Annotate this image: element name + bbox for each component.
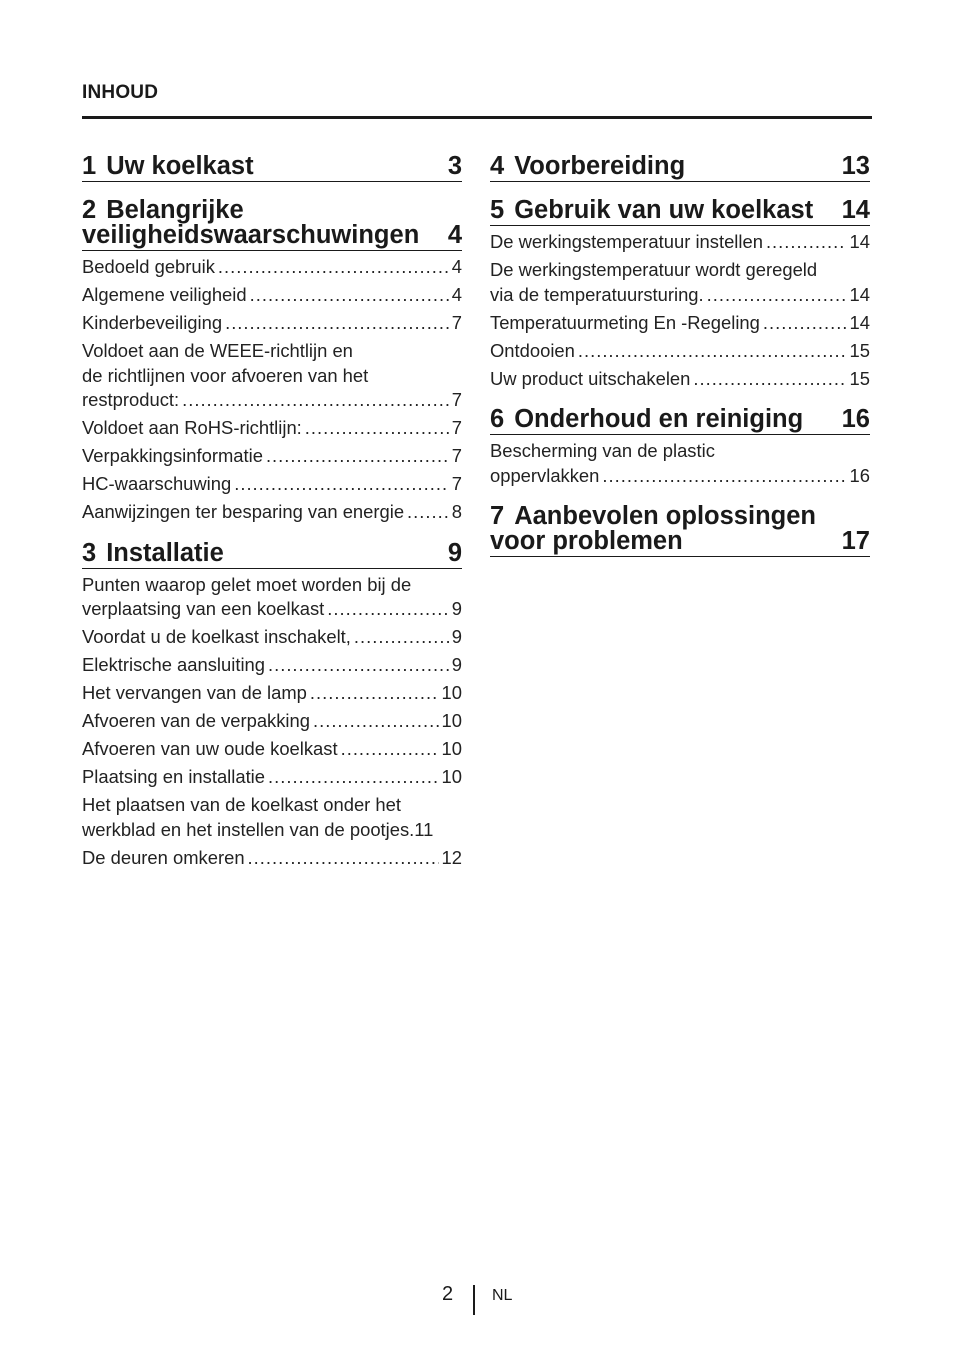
toc-chapter [490,504,870,557]
entry-text-line: Het plaatsen van de koelkast onder het [82,794,401,815]
chapter-title-text: Voorbereiding [514,152,686,180]
chapter-page-number: 13 [841,152,870,180]
entry-last-line [82,625,462,650]
entry-page-number: 10 [441,738,462,759]
toc-entry[interactable] [82,416,462,441]
entry-page-number: 8 [451,501,462,522]
entry-last-line [490,464,870,489]
chapter-title-text: voor problemen [490,527,683,555]
entry-last-line [82,444,462,469]
entry-last-line [82,737,462,762]
language-code: NL [492,1287,513,1304]
chapter-number: 2 [82,196,97,224]
entry-text: De werkingstemperatuur instellen [490,231,763,252]
chapter-heading[interactable] [490,407,870,435]
entry-text: Temperatuurmeting En -Regeling [490,311,760,333]
chapter-heading[interactable] [490,198,870,226]
chapter-title-text: Belangrijke [106,196,244,224]
entry-text: verplaatsing van een koelkast [82,598,325,619]
entry-page-number: 14 [849,283,870,305]
dot-leader [763,311,847,336]
entry-text: Elektrische aansluiting [82,654,265,675]
entry-last-line [82,846,462,871]
dot-leader [578,339,847,364]
toc-entry[interactable] [82,283,462,308]
toc-entry[interactable] [82,339,462,413]
toc-entry[interactable] [82,255,462,280]
toc-entry[interactable] [82,737,462,762]
entry-text: Het vervangen van de lamp [82,682,307,703]
chapter-heading[interactable] [490,504,870,557]
dot-leader [313,709,439,734]
toc-chapter [490,198,870,391]
chapter-title-text: Installatie [106,538,224,567]
toc-entry[interactable] [490,230,870,255]
dot-leader [268,765,439,790]
entry-last-line [490,283,870,308]
dot-leader [407,500,449,525]
entry-page-number: 7 [451,389,462,410]
dot-leader [766,230,847,255]
toc-entry[interactable] [490,339,870,364]
entry-last-line [82,709,462,734]
dot-leader [248,846,439,871]
entry-page-number: 4 [451,256,462,277]
entry-page-number: 10 [441,710,462,731]
dot-leader [327,597,448,622]
chapter-title [490,198,836,223]
toc-chapter [490,154,870,182]
chapter-number: 4 [490,152,505,180]
entry-text-line: Bescherming van de plastic [490,440,715,461]
entry-text: Bedoeld gebruik [82,256,215,277]
toc-entry[interactable] [82,500,462,525]
dot-leader [266,444,449,469]
toc-entry[interactable] [490,258,870,307]
entry-text: Plaatsing en installatie [82,766,265,787]
toc-entry[interactable] [82,653,462,678]
chapter-title [82,538,442,567]
entry-text-line: de richtlijnen voor afvoeren van het [82,364,369,386]
entry-page-number: 12 [441,846,462,868]
chapter-heading[interactable] [490,154,870,182]
toc-entry[interactable] [82,625,462,650]
entry-page-number: 7 [451,417,462,438]
chapter-page-number: 17 [841,527,870,555]
dot-leader [341,737,439,762]
entry-text: Aanwijzingen ter besparing van energie [82,501,405,522]
entry-text: Voldoet aan RoHS-richtlijn: [82,417,302,438]
entry-last-line [490,367,870,392]
chapter-number: 5 [490,196,505,224]
toc-entry[interactable] [82,846,462,871]
chapter-number: 7 [490,502,505,530]
entry-page-number: 9 [451,598,462,619]
entry-last-line [82,311,462,336]
toc-entry[interactable] [490,439,870,488]
toc-entry[interactable] [490,367,870,392]
chapter-page-number: 4 [447,221,462,249]
toc-entry[interactable] [82,311,462,336]
dot-leader [602,464,846,489]
chapter-page-number: 3 [447,152,462,180]
chapter-title [490,154,836,179]
chapter-title-text: Uw koelkast [106,152,254,180]
chapter-title-text: Gebruik van uw koelkast [514,196,814,224]
entry-text-line: Punten waarop gelet moet worden bij de [82,573,412,595]
toc-chapter [82,538,462,871]
dot-leader [218,255,449,280]
chapter-page-number: 14 [841,196,870,224]
chapter-title-line [82,223,442,248]
toc-header: INHOUD [82,82,159,103]
chapter-heading[interactable] [82,198,462,251]
toc-entry[interactable] [490,311,870,336]
chapter-title [82,198,442,248]
toc-entry[interactable] [82,681,462,706]
chapter-title [490,407,836,432]
entry-last-line [82,681,462,706]
dot-leader [234,472,449,497]
entry-text: via de temperatuursturing. [490,283,704,305]
entry-text: werkblad en het instellen van de pootjes. [82,818,415,840]
entry-text: Verpakkingsinformatie [82,445,263,466]
entry-page-number: 16 [849,464,870,486]
chapter-number: 6 [490,405,505,433]
toc-entry[interactable] [82,472,462,497]
chapter-title-text: veiligheidswaarschuwingen [82,221,420,249]
entry-text-line: De werkingstemperatuur wordt geregeld [490,259,818,280]
chapter-page-number: 9 [447,538,462,567]
toc-entry[interactable] [82,573,462,622]
entry-text: HC-waarschuwing [82,473,232,494]
chapter-page-number: 16 [841,405,870,433]
chapter-title-line [490,504,836,529]
toc-chapter [82,154,462,182]
entry-page-number: 9 [451,626,462,647]
dot-leader [354,625,449,650]
entry-last-line [82,283,462,308]
chapter-title [490,504,836,554]
entry-last-line [490,230,870,255]
chapter-title-text: Onderhoud en reiniging [514,405,804,433]
chapter-title-line [490,154,836,179]
toc-chapter [82,198,462,525]
chapter-title-line [82,198,442,223]
toc-entry[interactable] [82,444,462,469]
toc-entry[interactable] [82,709,462,734]
entry-text-line: Voldoet aan de WEEE-richtlijn en [82,340,353,361]
chapter-heading[interactable] [82,538,462,569]
entry-last-line [490,339,870,364]
entry-text: Uw product uitschakelen [490,367,691,389]
footer-divider [473,1285,475,1315]
entry-last-line [490,311,870,336]
entry-text: restproduct: [82,389,180,410]
header-divider [82,116,872,119]
entry-page-number: 10 [441,682,462,703]
chapter-title-line [490,407,836,432]
chapter-title-text: Aanbevolen oplossingen [514,502,816,530]
chapter-title-line [82,538,442,567]
entry-last-line [82,818,462,843]
dot-leader [707,283,847,308]
entry-last-line [82,472,462,497]
entry-text: Afvoeren van de verpakking [82,710,310,731]
entry-page-number: 14 [849,311,870,333]
entry-last-line [82,416,462,441]
entry-last-line [82,500,462,525]
entry-last-line [82,653,462,678]
entry-text: Ontdooien [490,339,575,361]
dot-leader [305,416,449,441]
entry-last-line [82,255,462,280]
dot-leader [310,681,439,706]
entry-text: Voordat u de koelkast inschakelt, [82,626,351,647]
entry-page-number: 7 [451,445,462,466]
entry-last-line [82,597,462,622]
entry-text: De deuren omkeren [82,846,245,868]
entry-page-number: 7 [451,312,462,333]
entry-text: Afvoeren van uw oude koelkast [82,738,338,759]
entry-page-number: 10 [441,766,462,787]
chapter-title-line [490,198,836,223]
toc-entry[interactable] [82,793,462,842]
dot-leader [268,653,449,678]
entry-page-number: 7 [451,473,462,494]
entry-text: oppervlakken [490,464,600,486]
entry-text: Algemene veiligheid [82,284,247,305]
dot-leader [693,367,846,392]
chapter-number: 1 [82,152,97,180]
entry-last-line [82,388,462,413]
toc-column-right [490,154,870,573]
entry-page-number: 9 [451,654,462,675]
dot-leader [225,311,449,336]
dot-leader [250,283,449,308]
entry-page-number: 4 [451,284,462,305]
page-number: 2 [442,1283,454,1305]
chapter-title [82,154,442,179]
chapter-title-line [490,529,836,554]
entry-text: Kinderbeveiliging [82,312,223,333]
entry-page-number: 11 [414,818,434,840]
chapter-number: 3 [82,538,97,567]
entry-last-line [82,765,462,790]
dot-leader [182,388,449,413]
toc-entry[interactable] [82,765,462,790]
toc-chapter [490,407,870,488]
entry-page-number: 15 [849,339,870,361]
entry-page-number: 15 [849,367,870,389]
chapter-heading[interactable] [82,154,462,182]
toc-column-left [82,154,462,886]
chapter-title-line [82,154,442,179]
entry-page-number: 14 [849,231,870,252]
